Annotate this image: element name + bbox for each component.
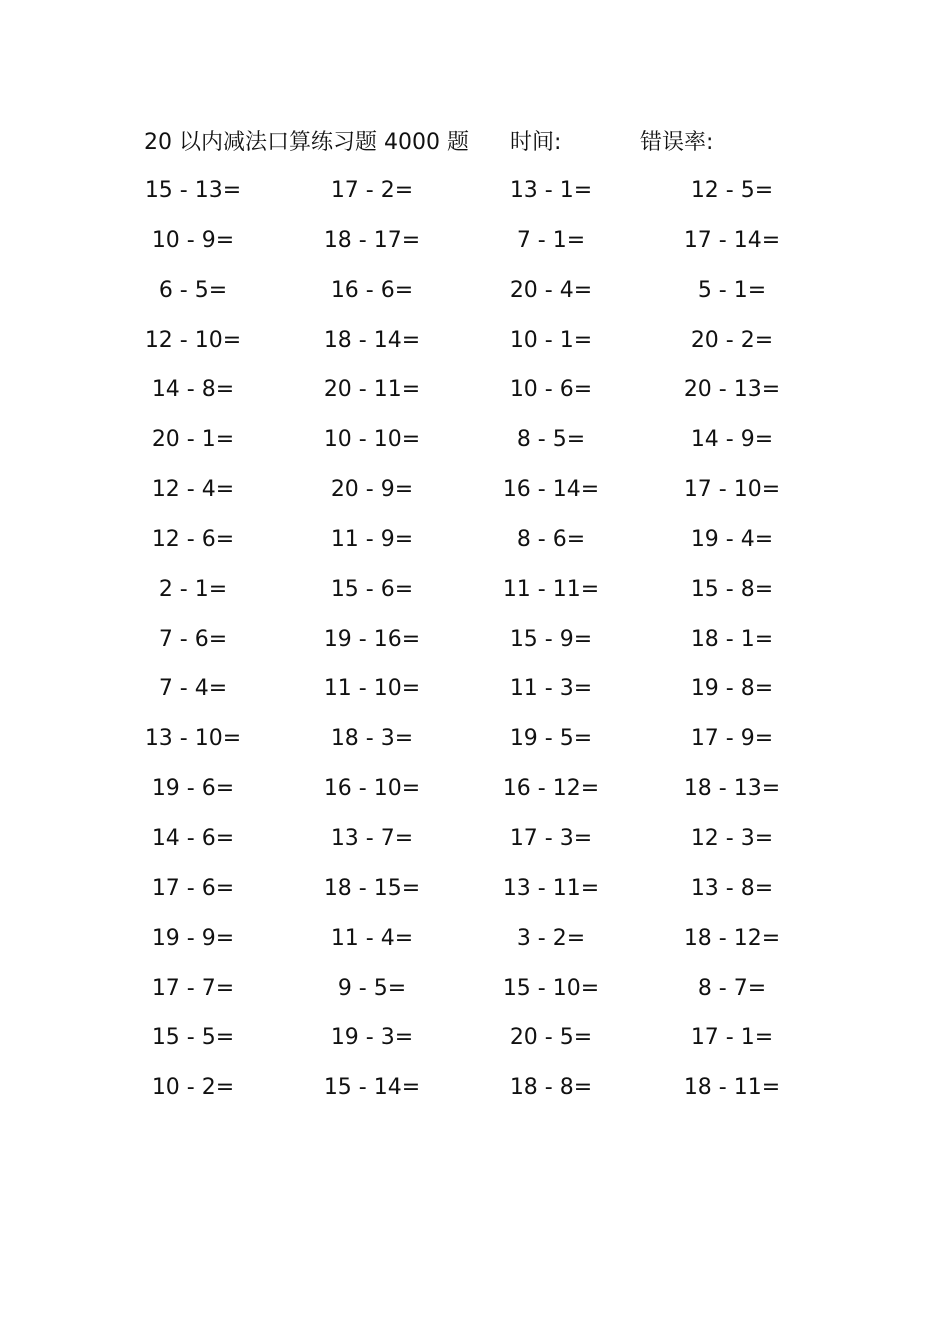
subtraction-problem: 18 - 3=: [330, 726, 414, 752]
problem-row: [0, 325, 950, 375]
subtraction-problem: 16 - 14=: [502, 477, 600, 503]
subtraction-problem: 3 - 2=: [516, 925, 586, 951]
subtraction-problem: 14 - 6=: [151, 825, 235, 851]
subtraction-problem: 19 - 6=: [151, 776, 235, 802]
subtraction-problem: 20 - 11=: [323, 377, 421, 403]
subtraction-problem: 7 - 6=: [158, 626, 228, 652]
subtraction-problem: 19 - 16=: [323, 626, 421, 652]
subtraction-problem: 12 - 3=: [690, 825, 774, 851]
problem-row: [0, 374, 950, 424]
worksheet-header: [0, 127, 950, 159]
subtraction-problem: 18 - 15=: [323, 875, 421, 901]
subtraction-problem: 18 - 1=: [690, 626, 774, 652]
subtraction-problem: 5 - 1=: [697, 277, 767, 303]
subtraction-problem: 11 - 10=: [323, 676, 421, 702]
subtraction-problem: 15 - 5=: [151, 1025, 235, 1051]
problem-grid: [0, 175, 950, 1122]
subtraction-problem: 15 - 14=: [323, 1075, 421, 1101]
subtraction-problem: 17 - 1=: [690, 1025, 774, 1051]
problem-row: [0, 773, 950, 823]
subtraction-problem: 12 - 6=: [151, 526, 235, 552]
subtraction-problem: 11 - 4=: [330, 925, 414, 951]
subtraction-problem: 20 - 2=: [690, 327, 774, 353]
subtraction-problem: 8 - 7=: [697, 975, 767, 1001]
subtraction-problem: 15 - 13=: [144, 178, 242, 203]
subtraction-problem: 18 - 14=: [323, 327, 421, 353]
subtraction-problem: 20 - 1=: [151, 427, 235, 453]
subtraction-problem: 14 - 9=: [690, 427, 774, 453]
subtraction-problem: 10 - 10=: [323, 427, 421, 453]
subtraction-problem: 17 - 2=: [330, 178, 414, 203]
subtraction-problem: 11 - 11=: [502, 576, 600, 602]
subtraction-problem: 17 - 6=: [151, 875, 235, 901]
subtraction-problem: 20 - 4=: [509, 277, 593, 303]
subtraction-problem: 15 - 10=: [502, 975, 600, 1001]
subtraction-problem: 20 - 13=: [683, 377, 781, 403]
problem-row: [0, 973, 950, 1023]
problem-row: [0, 823, 950, 873]
problem-row: [0, 673, 950, 723]
problem-row: [0, 923, 950, 973]
subtraction-problem: 9 - 5=: [337, 975, 407, 1001]
subtraction-problem: 18 - 17=: [323, 227, 421, 253]
subtraction-problem: 20 - 9=: [330, 477, 414, 503]
subtraction-problem: 15 - 6=: [330, 576, 414, 602]
subtraction-problem: 17 - 14=: [683, 227, 781, 253]
subtraction-problem: 18 - 12=: [683, 925, 781, 951]
problem-row: [0, 723, 950, 773]
subtraction-problem: 11 - 9=: [330, 526, 414, 552]
subtraction-problem: 12 - 4=: [151, 477, 235, 503]
subtraction-problem: 12 - 5=: [690, 178, 774, 203]
problem-row: [0, 175, 950, 225]
subtraction-problem: 2 - 1=: [158, 576, 228, 602]
problem-row: [0, 275, 950, 325]
subtraction-problem: 19 - 9=: [151, 925, 235, 951]
subtraction-problem: 10 - 2=: [151, 1075, 235, 1101]
subtraction-problem: 17 - 10=: [683, 477, 781, 503]
subtraction-problem: 13 - 8=: [690, 875, 774, 901]
problem-row: [0, 524, 950, 574]
subtraction-problem: 8 - 5=: [516, 427, 586, 453]
subtraction-problem: 15 - 8=: [690, 576, 774, 602]
subtraction-problem: 13 - 10=: [144, 726, 242, 752]
problem-row: [0, 1022, 950, 1072]
subtraction-problem: 17 - 7=: [151, 975, 235, 1001]
problem-row: [0, 1072, 950, 1122]
subtraction-problem: 20 - 5=: [509, 1025, 593, 1051]
problem-row: [0, 624, 950, 674]
subtraction-problem: 17 - 9=: [690, 726, 774, 752]
subtraction-problem: 19 - 8=: [690, 676, 774, 702]
subtraction-problem: 6 - 5=: [158, 277, 228, 303]
subtraction-problem: 13 - 11=: [502, 875, 600, 901]
subtraction-problem: 17 - 3=: [509, 825, 593, 851]
subtraction-problem: 16 - 10=: [323, 776, 421, 802]
subtraction-problem: 13 - 1=: [509, 178, 593, 203]
worksheet-title: 20 以内减法口算练习题 4000 题: [144, 130, 469, 155]
subtraction-problem: 8 - 6=: [516, 526, 586, 552]
problem-row: [0, 424, 950, 474]
subtraction-problem: 13 - 7=: [330, 825, 414, 851]
problem-row: [0, 474, 950, 524]
problem-row: [0, 574, 950, 624]
subtraction-problem: 7 - 1=: [516, 227, 586, 253]
subtraction-problem: 19 - 4=: [690, 526, 774, 552]
subtraction-problem: 15 - 9=: [509, 626, 593, 652]
subtraction-problem: 18 - 8=: [509, 1075, 593, 1101]
subtraction-problem: 10 - 6=: [509, 377, 593, 403]
subtraction-problem: 18 - 13=: [683, 776, 781, 802]
subtraction-problem: 19 - 3=: [330, 1025, 414, 1051]
subtraction-problem: 7 - 4=: [158, 676, 228, 702]
subtraction-problem: 14 - 8=: [151, 377, 235, 403]
subtraction-problem: 16 - 12=: [502, 776, 600, 802]
subtraction-problem: 11 - 3=: [509, 676, 593, 702]
subtraction-problem: 16 - 6=: [330, 277, 414, 303]
problem-row: [0, 873, 950, 923]
subtraction-problem: 18 - 11=: [683, 1075, 781, 1101]
subtraction-problem: 12 - 10=: [144, 327, 242, 353]
subtraction-problem: 10 - 1=: [509, 327, 593, 353]
subtraction-problem: 10 - 9=: [151, 227, 235, 253]
subtraction-problem: 19 - 5=: [509, 726, 593, 752]
time-label: 时间:: [510, 130, 562, 155]
error-rate-label: 错误率:: [640, 130, 714, 155]
problem-row: [0, 225, 950, 275]
